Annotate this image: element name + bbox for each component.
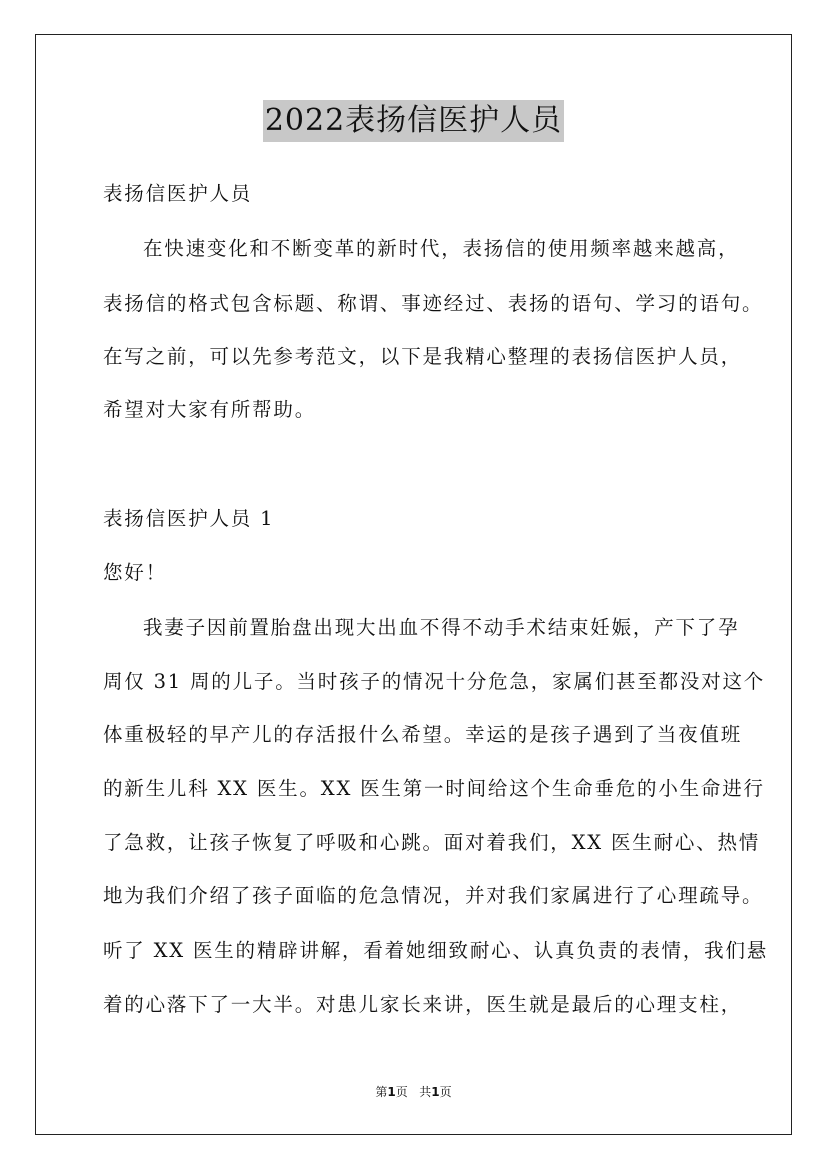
body-line: 的新生儿科 XX 医生。XX 医生第一时间给这个生命垂危的小生命进行 bbox=[103, 777, 765, 800]
intro-line: 表扬信的格式包含标题、称谓、事迹经过、表扬的语句、学习的语句。 bbox=[103, 292, 764, 315]
body-line: 我妻子因前置胎盘出现大出血不得不动手术结束妊娠，产下了孕 bbox=[143, 616, 740, 639]
body-line: 体重极轻的早产儿的存活报什么希望。幸运的是孩子遇到了当夜值班 bbox=[103, 723, 743, 746]
body-line: 听了 XX 医生的精辟讲解，看着她细致耐心、认真负责的表情，我们悬 bbox=[103, 939, 769, 962]
letter-heading: 表扬信医护人员 1 bbox=[103, 507, 275, 530]
section-heading: 表扬信医护人员 bbox=[103, 182, 253, 205]
intro-line: 在写之前，可以先参考范文，以下是我精心整理的表扬信医护人员， bbox=[103, 345, 743, 368]
page-footer bbox=[0, 1083, 827, 1101]
body-line: 了急救，让孩子恢复了呼吸和心跳。面对着我们，XX 医生耐心、热情 bbox=[103, 831, 761, 854]
total-pages: 1 bbox=[431, 1085, 440, 1099]
intro-line: 在快速变化和不断变革的新时代，表扬信的使用频率越来越高， bbox=[143, 237, 740, 260]
page-number: 1 bbox=[387, 1085, 396, 1099]
page-suffix: 页 bbox=[395, 1085, 408, 1099]
page-prefix: 第 bbox=[375, 1085, 388, 1099]
document-title: 2022表扬信医护人员 bbox=[263, 100, 564, 142]
total-prefix: 共 bbox=[419, 1085, 432, 1099]
greeting: 您好！ bbox=[103, 561, 167, 584]
title-container bbox=[0, 100, 827, 142]
total-suffix: 页 bbox=[439, 1085, 452, 1099]
body-line: 着的心落下了一大半。对患儿家长来讲，医生就是最后的心理支柱， bbox=[103, 993, 743, 1016]
intro-line: 希望对大家有所帮助。 bbox=[103, 398, 317, 421]
body-line: 周仅 31 周的儿子。当时孩子的情况十分危急，家属们甚至都没对这个 bbox=[103, 670, 766, 693]
body-line: 地为我们介绍了孩子面临的危急情况，并对我们家属进行了心理疏导。 bbox=[103, 884, 764, 907]
